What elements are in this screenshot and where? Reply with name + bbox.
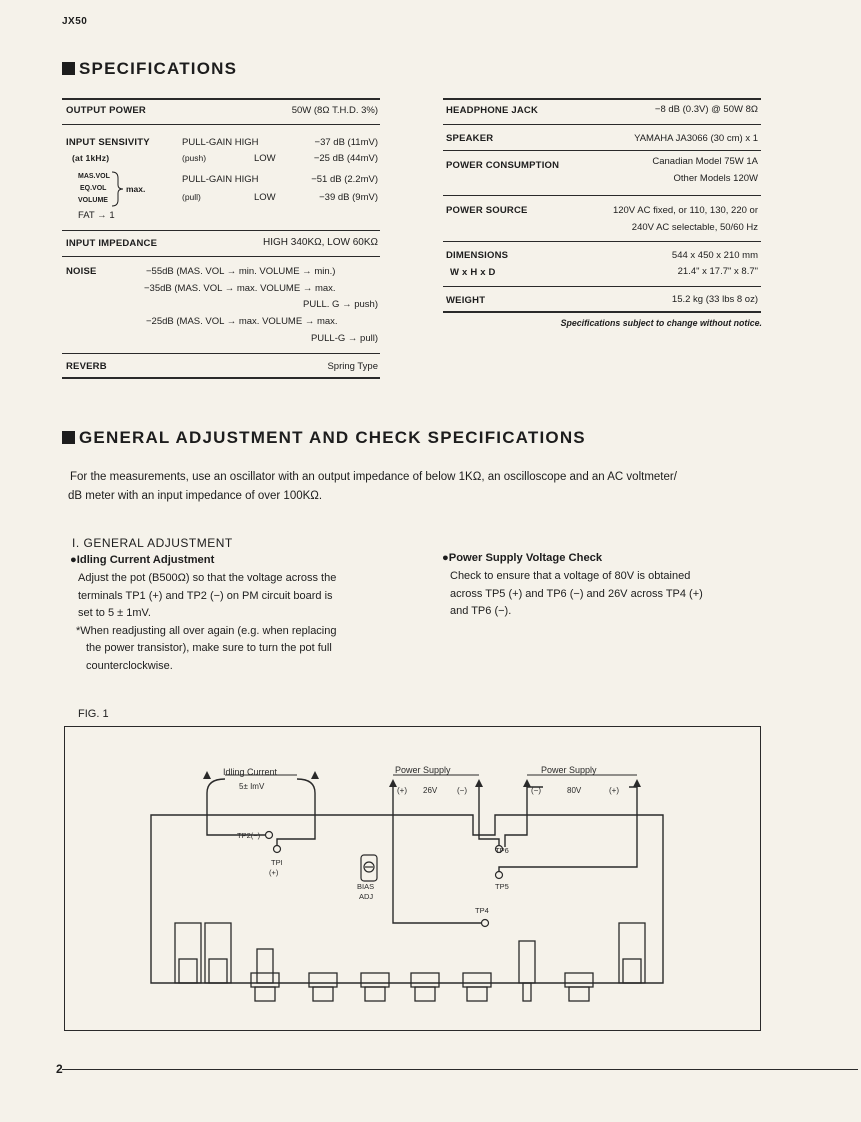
headphone-jack-value: −8 dB (0.3V) @ 50W 8Ω bbox=[654, 104, 758, 115]
headphone-jack-label: HEADPHONE JACK bbox=[446, 105, 539, 116]
tp5-point bbox=[496, 872, 503, 879]
noise-line-2: −35dB (MAS. VOL → max. VOLUME → max. bbox=[144, 283, 336, 294]
idling-title-text: Idling Current bbox=[223, 767, 278, 777]
tp6-label: TP6 bbox=[495, 846, 509, 855]
bracket-volume: VOLUME bbox=[78, 197, 108, 204]
rule bbox=[443, 286, 761, 287]
tp1-label: TPI bbox=[271, 858, 283, 867]
input-impedance-label: INPUT IMPEDANCE bbox=[66, 238, 158, 249]
tp4-point bbox=[482, 920, 489, 927]
output-power-label: OUTPUT POWER bbox=[66, 105, 146, 116]
input-impedance-value: HIGH 340KΩ, LOW 60KΩ bbox=[263, 237, 378, 248]
ps1-plus-text: (+) bbox=[397, 786, 407, 795]
tp2-label: TP2(−) bbox=[237, 831, 261, 840]
ps1-title-text: Power Supply bbox=[395, 765, 451, 775]
ps1-lead-minus bbox=[479, 787, 499, 847]
pull-low-value: −39 dB (9mV) bbox=[319, 192, 378, 203]
noise-line-5: PULL-G → pull) bbox=[310, 333, 378, 344]
power-consumption-value-1: Canadian Model 75W 1A bbox=[652, 156, 758, 167]
push-low-value: −25 dB (44mV) bbox=[313, 153, 378, 164]
specifications-title-text: SPECIFICATIONS bbox=[79, 59, 238, 78]
bracket-max: max. bbox=[126, 184, 146, 194]
power-supply-check-heading: ●Power Supply Voltage Check bbox=[442, 552, 603, 564]
noise-line-4: −25dB (MAS. VOL → max. VOLUME → max. bbox=[146, 316, 338, 327]
noise-label: NOISE bbox=[66, 266, 97, 277]
weight-value: 15.2 kg (33 lbs 8 oz) bbox=[671, 294, 758, 305]
push-low: LOW bbox=[254, 153, 276, 164]
dimensions-label-whd: W x H x D bbox=[450, 267, 496, 278]
bias-pot-body bbox=[361, 855, 377, 881]
power-check-body bbox=[450, 568, 703, 621]
spec-change-note: Specifications subject to change without notice. bbox=[560, 318, 762, 328]
rule bbox=[62, 98, 380, 100]
rule bbox=[62, 353, 380, 354]
section-square-icon bbox=[62, 431, 75, 444]
general-adjustment-title bbox=[62, 428, 586, 448]
footer-rule bbox=[62, 1069, 858, 1070]
rule bbox=[443, 311, 761, 313]
reverb-label: REVERB bbox=[66, 361, 107, 372]
tp2-point bbox=[266, 832, 273, 839]
pull-gain-high-value: −51 dB (2.2mV) bbox=[311, 174, 378, 185]
ps2-minus-text: (−) bbox=[531, 786, 541, 795]
noise-line-1: −55dB (MAS. VOL → min. VOLUME → min.) bbox=[146, 266, 336, 277]
ps2-value-text: 80V bbox=[567, 786, 582, 795]
dimensions-value-in: 21.4" x 17.7" x 8.7" bbox=[677, 266, 758, 277]
bias-label-2: ADJ bbox=[359, 892, 374, 901]
idling-note-2: the power transistor), make sure to turn the pot full bbox=[86, 642, 332, 654]
idling-value-text: 5± ImV bbox=[239, 782, 265, 791]
pull-gain-high: PULL-GAIN HIGH bbox=[182, 174, 259, 185]
ps1-value-text: 26V bbox=[423, 786, 438, 795]
output-power-value: 50W (8Ω T.H.D. 3%) bbox=[291, 105, 378, 116]
dimensions-value-mm: 544 x 450 x 210 mm bbox=[671, 250, 758, 261]
ps2-plus-text: (+) bbox=[609, 786, 619, 795]
power-check-line-1: Check to ensure that a voltage of 80V is obtained bbox=[450, 570, 691, 582]
figure-label: FIG. 1 bbox=[78, 708, 109, 720]
power-consumption-label: POWER CONSUMPTION bbox=[446, 160, 560, 171]
idling-note-3: counterclockwise. bbox=[86, 659, 173, 672]
pull-label: (pull) bbox=[182, 192, 201, 202]
power-source-value-1: 120V AC fixed, or 110, 130, 220 or bbox=[612, 205, 758, 216]
dimensions-label: DIMENSIONS bbox=[446, 250, 509, 261]
ps2-lead-minus bbox=[505, 787, 543, 847]
tp4-label: TP4 bbox=[475, 906, 489, 915]
idling-line-2: terminals TP1 (+) and TP2 (−) on PM circuit board is bbox=[78, 589, 333, 602]
power-check-line-3: and TP6 (−). bbox=[450, 605, 512, 617]
rule bbox=[62, 124, 380, 125]
tp1-sign: (+) bbox=[269, 868, 279, 877]
speaker-label: SPEAKER bbox=[446, 133, 494, 144]
rule bbox=[443, 241, 761, 242]
noise-line-3: PULL. G → push) bbox=[303, 299, 378, 310]
tp1-point bbox=[274, 846, 281, 853]
input-sensitivity-label: INPUT SENSIVITY bbox=[66, 137, 150, 148]
rule bbox=[443, 124, 761, 125]
push-label: (push) bbox=[182, 153, 207, 163]
pcb-drawing bbox=[65, 727, 762, 1032]
rule bbox=[62, 256, 380, 257]
intro-line-2: dB meter with an input impedance of over 100KΩ. bbox=[68, 490, 323, 502]
intro-line-1: For the measurements, use an oscillator with an output impedance of below 1KΩ, an oscilloscope and an AC voltmeter/ bbox=[70, 471, 677, 483]
rule bbox=[443, 150, 761, 151]
rule bbox=[443, 98, 761, 100]
fat-setting: FAT → 1 bbox=[78, 210, 115, 221]
idling-current-heading: ●Idling Current Adjustment bbox=[70, 554, 215, 566]
section-square-icon bbox=[62, 62, 75, 75]
bracket-eq-vol: EQ.VOL bbox=[80, 185, 107, 192]
specifications-title bbox=[62, 59, 237, 79]
idling-lead-right bbox=[277, 779, 315, 849]
reverb-value: Spring Type bbox=[327, 361, 378, 372]
weight-label: WEIGHT bbox=[446, 295, 486, 306]
idling-line-3: set to 5 ± 1mV. bbox=[78, 607, 151, 619]
push-gain-high-value: −37 dB (11mV) bbox=[314, 137, 378, 148]
ps1-minus-text: (−) bbox=[457, 786, 467, 795]
idling-note-1: *When readjusting all over again (e.g. when replacing bbox=[76, 624, 337, 637]
bias-label-1: BIAS bbox=[357, 882, 375, 891]
power-source-value-2: 240V AC selectable, 50/60 Hz bbox=[631, 222, 758, 233]
ps2-title-text: Power Supply bbox=[541, 765, 597, 775]
input-sensitivity-sub: (at 1kHz) bbox=[72, 153, 110, 163]
rule bbox=[62, 230, 380, 231]
push-gain-high: PULL-GAIN HIGH bbox=[182, 137, 259, 148]
power-consumption-value-2: Other Models 120W bbox=[673, 173, 758, 184]
idling-line-1: Adjust the pot (B500Ω) so that the voltage across the bbox=[78, 572, 337, 584]
power-check-line-2: across TP5 (+) and TP6 (−) and 26V across TP4 (+) bbox=[450, 587, 703, 600]
rule bbox=[443, 195, 761, 196]
speaker-value: YAMAHA JA3066 (30 cm) x 1 bbox=[634, 133, 758, 144]
tp5-label: TP5 bbox=[495, 882, 509, 891]
power-source-label: POWER SOURCE bbox=[446, 205, 528, 216]
ps1-lead-plus bbox=[393, 787, 485, 923]
page-number: 2 bbox=[56, 1062, 63, 1076]
idling-body bbox=[78, 570, 398, 675]
circuit-board-diagram bbox=[64, 726, 761, 1031]
general-adjustment-title-text: GENERAL ADJUSTMENT AND CHECK SPECIFICATIONS bbox=[79, 428, 586, 447]
general-adjustment-heading: I. GENERAL ADJUSTMENT bbox=[72, 536, 233, 550]
pull-low: LOW bbox=[254, 192, 276, 203]
rule bbox=[62, 377, 380, 379]
model-code: JX50 bbox=[62, 16, 88, 27]
ps2-lead-plus bbox=[499, 787, 637, 875]
board-outline bbox=[151, 815, 663, 983]
bracket-mas-vol: MAS.VOL bbox=[78, 173, 110, 180]
